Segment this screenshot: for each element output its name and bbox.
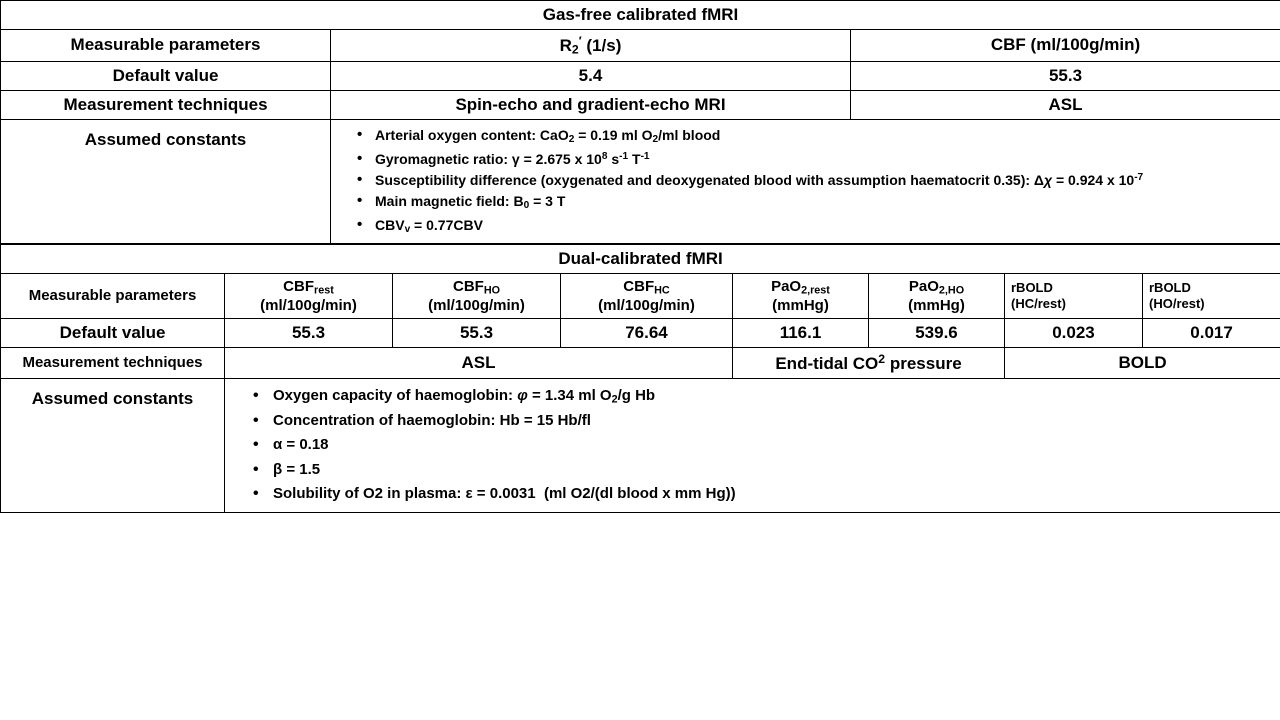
section1-default-cbf: 55.3 xyxy=(851,61,1280,90)
section1-measurement-techniques-label: Measurement techniques xyxy=(1,90,331,119)
list-item: • α = 0.18 xyxy=(251,434,1274,457)
parameters-table xyxy=(0,0,1280,244)
list-item: • Oxygen capacity of haemoglobin: φ = 1.34 ml $O_2/g$ Hb xyxy=(251,385,1274,408)
section2-col-cbfrest: $CBF_{rest}$ (ml/100g/min) xyxy=(225,273,393,318)
list-item: • Gyromagnetic ratio: γ = 2.675 x $10^8$ $s^{-1}$ $T^{-1}$ xyxy=(355,149,1274,169)
table-row xyxy=(1,273,1280,318)
section2-measurement-techniques-label: Measurement techniques xyxy=(1,347,225,378)
section1-measurable-parameters-label: Measurable parameters xyxy=(1,30,331,62)
section2-technique-bold: BOLD xyxy=(1005,347,1280,378)
table-row xyxy=(1,61,1280,90)
section1-technique-asl: ASL xyxy=(851,90,1280,119)
dual-calibrated-table xyxy=(0,244,1280,513)
table-row xyxy=(1,378,1280,512)
section2-technique-co2: End-tidal $CO^2$ pressure xyxy=(733,347,1005,378)
section2-col-rbold-hc: rBOLD (HC/rest) xyxy=(1005,273,1143,318)
section2-title: Dual-calibrated fMRI xyxy=(1,244,1280,273)
table-row xyxy=(1,1,1280,30)
list-item: • Susceptibility difference (oxygenated and deoxygenated blood with assumption haematocrit 0.35): Δχ = 0.924 x $10^{-7}$ xyxy=(355,170,1274,190)
section2-assumed-constants-list xyxy=(225,378,1280,512)
list-item: • $CBV_v = 0.77CBV$ xyxy=(355,215,1274,238)
list-item: • Solubility of O2 in plasma: ε = 0.0031 (ml O2/(dl blood x mm Hg)) xyxy=(251,483,1274,506)
section2-col-pao2rest: PaO$_{2,rest}$ (mmHg) xyxy=(733,273,869,318)
section1-param-r2prime: $R_2'$ (1/s) xyxy=(331,30,851,62)
section2-value-rbold-ho: 0.017 xyxy=(1143,318,1280,347)
section2-assumed-constants-label: Assumed constants xyxy=(1,378,225,512)
section2-value-cbfhc: 76.64 xyxy=(561,318,733,347)
table-row xyxy=(1,119,1280,243)
section2-col-rbold-ho: rBOLD (HO/rest) xyxy=(1143,273,1280,318)
section1-technique-mri: Spin-echo and gradient-echo MRI xyxy=(331,90,851,119)
table-row xyxy=(1,347,1280,378)
section2-value-pao2rest: 116.1 xyxy=(733,318,869,347)
section2-measurable-parameters-label: Measurable parameters xyxy=(1,273,225,318)
section2-value-cbfrest: 55.3 xyxy=(225,318,393,347)
list-item: • Concentration of haemoglobin: Hb = 15 Hb/fl xyxy=(251,410,1274,433)
section2-col-cbfho: $CBF_{HO}$ (ml/100g/min) xyxy=(393,273,561,318)
table-row xyxy=(1,90,1280,119)
section1-title: Gas-free calibrated fMRI xyxy=(1,1,1280,30)
section1-default-value-label: Default value xyxy=(1,61,331,90)
section2-value-pao2ho: 539.6 xyxy=(869,318,1005,347)
section2-col-cbfhc: $CBF_{HC}$ (ml/100g/min) xyxy=(561,273,733,318)
section1-default-r2prime: 5.4 xyxy=(331,61,851,90)
section1-assumed-constants-list xyxy=(331,119,1280,243)
section2-value-cbfho: 55.3 xyxy=(393,318,561,347)
section2-technique-asl: ASL xyxy=(225,347,733,378)
section2-value-rbold-hc: 0.023 xyxy=(1005,318,1143,347)
section1-param-cbf: CBF (ml/100g/min) xyxy=(851,30,1280,62)
table-row xyxy=(1,30,1280,62)
table-row xyxy=(1,318,1280,347)
table-row xyxy=(1,244,1280,273)
section2-default-value-label: Default value xyxy=(1,318,225,347)
list-item: • β = 1.5 xyxy=(251,459,1274,482)
section2-col-pao2ho: PaO$_{2,HO}$ (mmHg) xyxy=(869,273,1005,318)
list-item: • Arterial oxygen content: CaO$_2$ = 0.19 ml $O_2/ml$ blood xyxy=(355,125,1274,148)
list-item: • Main magnetic field: $B_0 = 3$ T xyxy=(355,191,1274,214)
section1-assumed-constants-label: Assumed constants xyxy=(1,119,331,243)
